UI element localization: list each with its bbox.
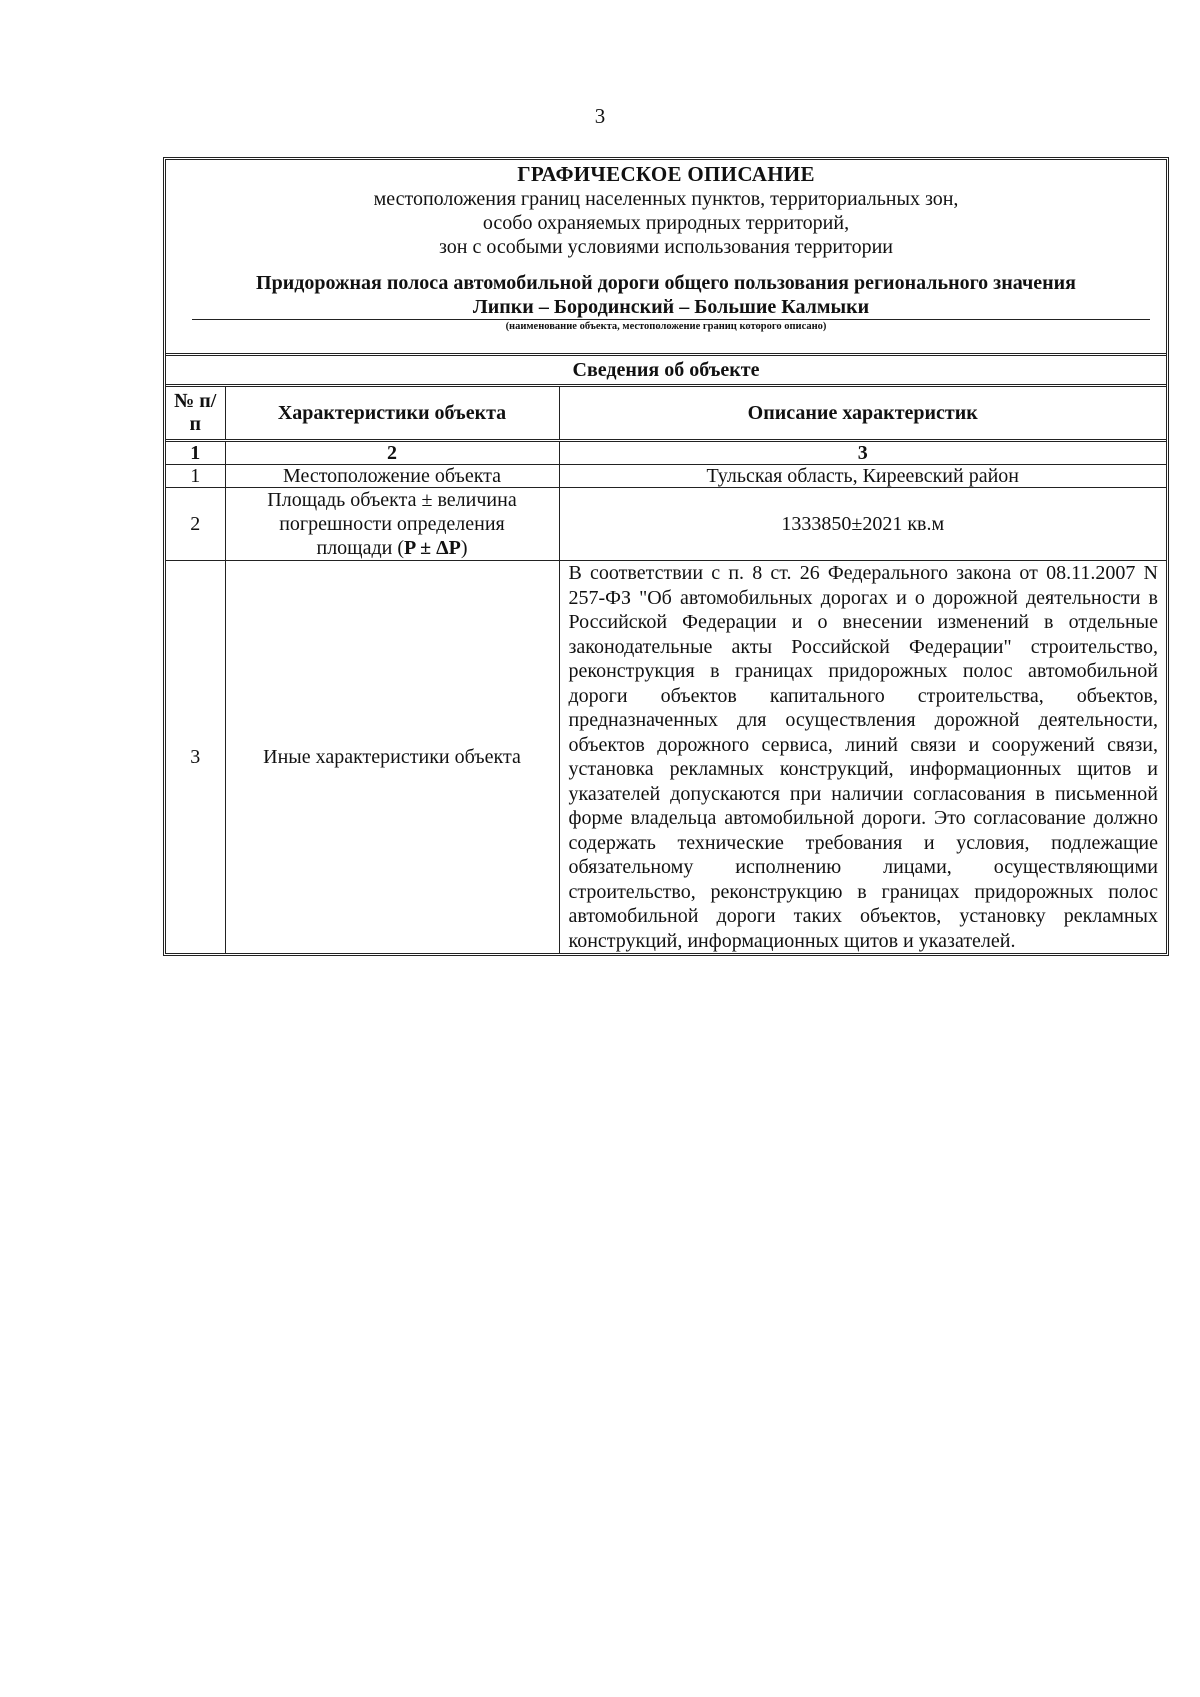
column-number: 3 [559,441,1166,465]
area-formula: P ± ΔP [403,537,461,559]
table-header-row [166,387,1166,441]
area-label: Площадь объекта ± величина погрешности определения площади ( [267,489,517,559]
document-title: ГРАФИЧЕСКОЕ ОПИСАНИЕ [517,162,815,186]
row-characteristic: Местоположение объекта [225,465,559,488]
header-description: Описание характеристик [559,387,1166,441]
row-characteristic: Иные характеристики объекта [225,561,559,954]
document-header [166,160,1166,356]
page-number: 3 [594,104,606,128]
row-description: Тульская область, Киреевский район [559,465,1166,488]
table-row [166,488,1166,561]
object-name-line-2: Липки – Бородинский – Большие Калмыки [472,296,870,318]
column-number: 2 [225,441,559,465]
subtitle-line-3: зон с особыми условиями использования территории [438,236,894,258]
row-description: 1333850±2021 кв.м [559,488,1166,561]
row-description: В соответствии с п. 8 ст. 26 Федерального закона от 08.11.2007 N 257-ФЗ "Об автомобильных дорогах и о дорожной деятельности в Российской Федерации и о внесении изменений в отдельные законодательные акты Российской Федерации" строительство, реконструкция в границах придорожных полос автомобильной дороги объектов капитального строительства, объектов, предназначенных для осуществления дорожной деятельности, объектов дорожного сервиса, линий связи и сооружений связи, установка рекламных конструкций, информационных щитов и указателей допускаются при наличии согласования в письменной форме владельца автомобильной дороги. Это согласование должно содержать технические требования и условия, подлежащие обязательному исполнению лицами, осуществляющими строительство, реконструкцию в границах придорожных полос автомобильной дороги таких объектов, установку рекламных конструкций, информационных щитов и указателей. [559,561,1166,954]
header-num: № п/п [166,387,225,441]
subtitle-line-1: местоположения границ населенных пунктов, территориальных зон, [373,188,959,210]
object-name-line-1: Придорожная полоса автомобильной дороги общего пользования регионального значения [256,272,1076,294]
row-num: 2 [166,488,225,561]
object-caption: (наименование объекта, местоположение границ которого описано) [505,321,827,332]
table-row [166,465,1166,488]
characteristics-table [166,387,1166,953]
header-characteristic: Характеристики объекта [225,387,559,441]
row-characteristic [225,488,559,561]
table-row [166,561,1166,954]
row-num: 3 [166,561,225,954]
object-name-underline [192,295,1150,320]
column-number: 1 [166,441,225,465]
area-label-tail: ) [460,537,468,559]
object-name [166,271,1166,320]
row-num: 1 [166,465,225,488]
section-title: Сведения об объекте [166,356,1166,387]
column-numbers-row [166,441,1166,465]
subtitle-line-2: особо охраняемых природных территорий, [482,212,850,234]
document-frame [163,157,1169,956]
